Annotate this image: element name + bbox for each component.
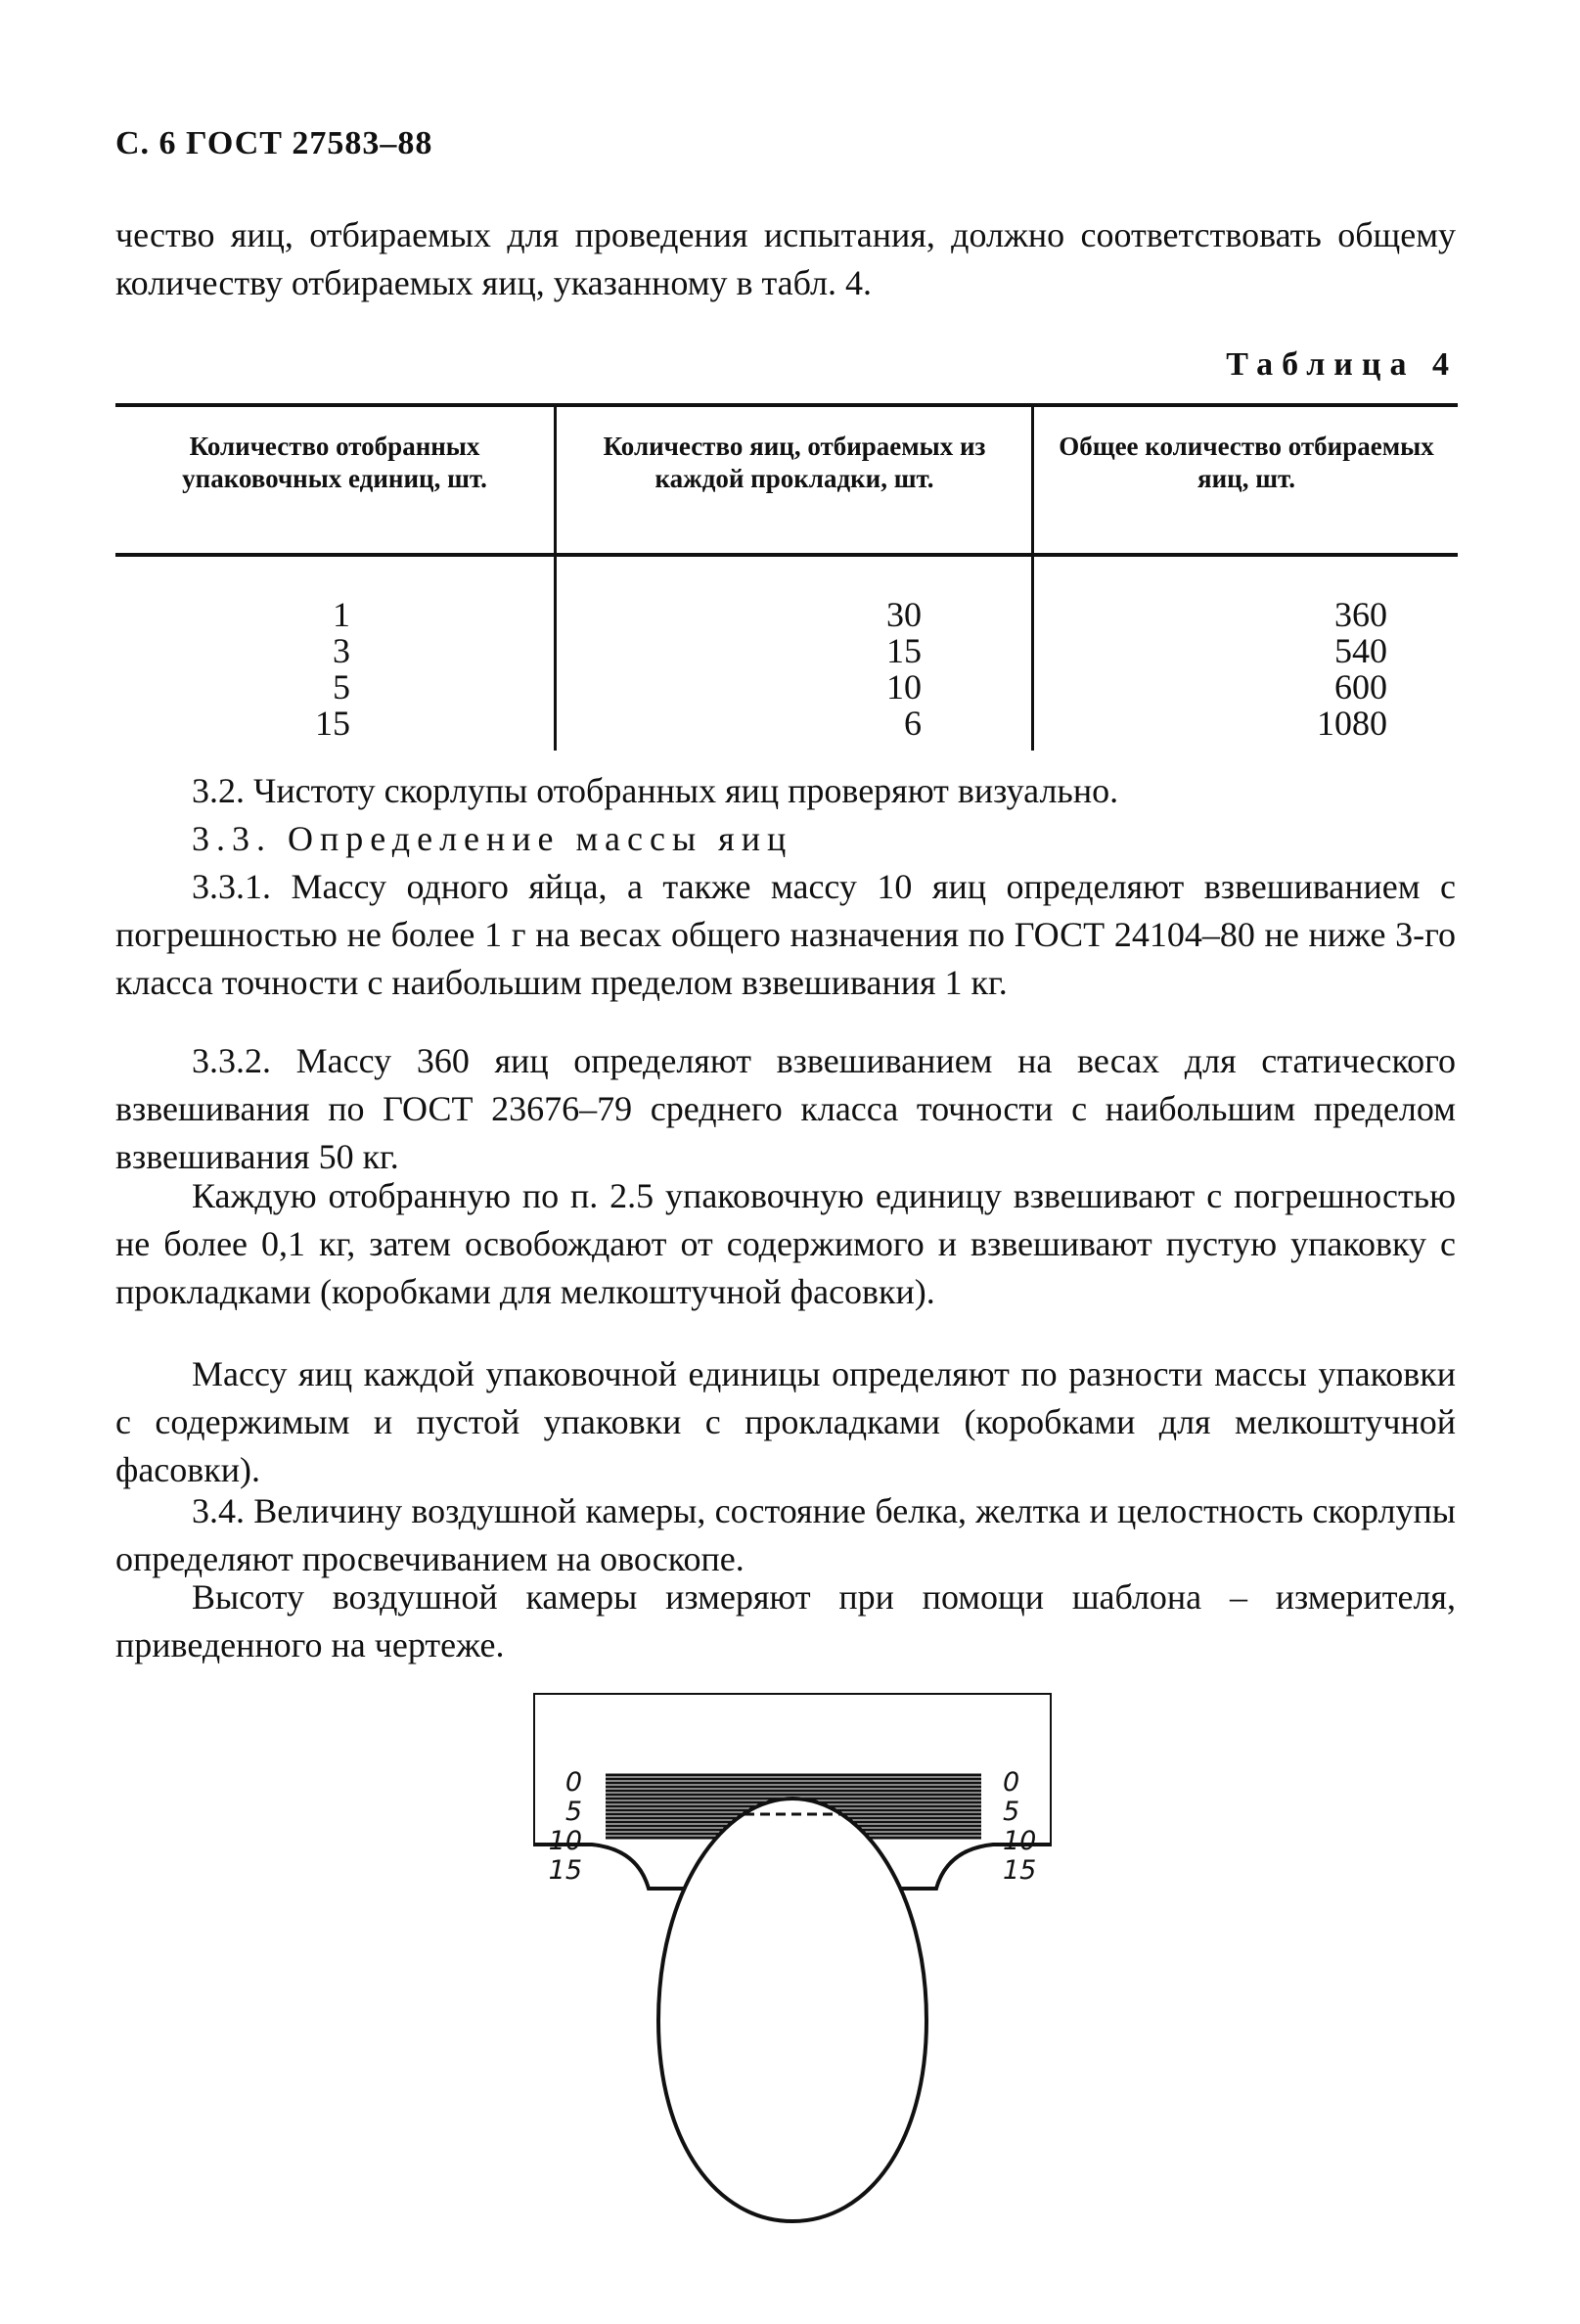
table-cell: 540: [1334, 631, 1387, 670]
scale-label-right: 10: [1003, 1826, 1037, 1856]
section-3-3-1: 3.3.1. Массу одного яйца, а также массу 10 яиц определяют взвешиванием с погрешностью не более 1 г на весах общего назначения по ГОСТ 24104–80 не ниже 3-го класса точности с наибольшим пределом взвешивания 1 кг.: [115, 867, 1456, 1002]
table-header-cell: Количество отобранных упаковочных единиц, шт.: [182, 432, 487, 493]
section-3-4: 3.4. Величину воздушной камеры, состояние белка, желтка и целостность скорлупы определяют просвечиванием на овоскопе.: [115, 1491, 1456, 1578]
scale-label-right: 15: [1003, 1855, 1037, 1886]
table-column-divider: [1031, 403, 1034, 751]
table-caption: Таблица 4: [1226, 346, 1458, 383]
scale-label-left: 15: [548, 1855, 582, 1886]
table-cell: 600: [1334, 667, 1387, 706]
table-cell: 10: [886, 667, 922, 706]
table-cell: 5: [333, 667, 350, 706]
scale-label-left: 0: [564, 1767, 582, 1798]
table-cell: 30: [886, 595, 922, 634]
scale-label-left: 10: [548, 1826, 582, 1856]
paragraph-egg-mass: Массу яиц каждой упаковочной единицы определяют по разности массы упаковки с содержимым и пустой упаковки с прокладками (коробками для мелкоштучной фасовки).: [115, 1354, 1456, 1489]
table-header-cell: Общее количество отбираемых яиц, шт.: [1059, 432, 1434, 493]
table-header-cell: Количество яиц, отбираемых из каждой прокладки, шт.: [603, 432, 986, 493]
scale-label-right: 5: [1003, 1797, 1020, 1827]
intro-paragraph: чество яиц, отбираемых для проведения испытания, должно соответствовать общему количеству отбираемых яиц, указанному в табл. 4.: [115, 215, 1456, 302]
table-cell: 15: [315, 704, 350, 743]
section-3-2: 3.2. Чистоту скорлупы отобранных яиц проверяют визуально.: [192, 771, 1119, 810]
scale-label-right: 0: [1003, 1767, 1020, 1798]
paragraph-air-cell-height: Высоту воздушной камеры измеряют при помощи шаблона – измерителя, приведенного на чертеже.: [115, 1577, 1456, 1664]
paragraph-each-unit: Каждую отобранную по п. 2.5 упаковочную единицу взвешивают с погрешностью не более 0,1 кг, затем освобождают от содержимого и взвешивают пустую упаковку с прокладками (коробками для мелкоштучной фасовки).: [115, 1176, 1456, 1311]
scale-label-left: 5: [564, 1797, 582, 1827]
section-3-3-heading: 3.3. Определение массы яиц: [192, 819, 793, 858]
section-3-3-2: 3.3.2. Массу 360 яиц определяют взвешиванием на весах для статического взвешивания по ГОСТ 23676–79 среднего класса точности с наибольшим пределом взвешивания 50 кг.: [115, 1041, 1456, 1176]
table-cell: 15: [886, 631, 922, 670]
table-cell: 3: [333, 631, 350, 670]
air-cell-gauge-figure: [533, 1693, 1052, 2241]
page-header: С. 6 ГОСТ 27583–88: [115, 125, 433, 161]
table-cell: 360: [1334, 595, 1387, 634]
table-cell: 1: [333, 595, 350, 634]
table-cell: 6: [904, 704, 922, 743]
table-top-rule: [115, 403, 1458, 407]
table-header-rule: [115, 553, 1458, 557]
table-column-divider: [554, 403, 557, 751]
table-cell: 1080: [1317, 704, 1387, 743]
air-cell-gauge-drawing: [533, 1693, 1052, 2241]
